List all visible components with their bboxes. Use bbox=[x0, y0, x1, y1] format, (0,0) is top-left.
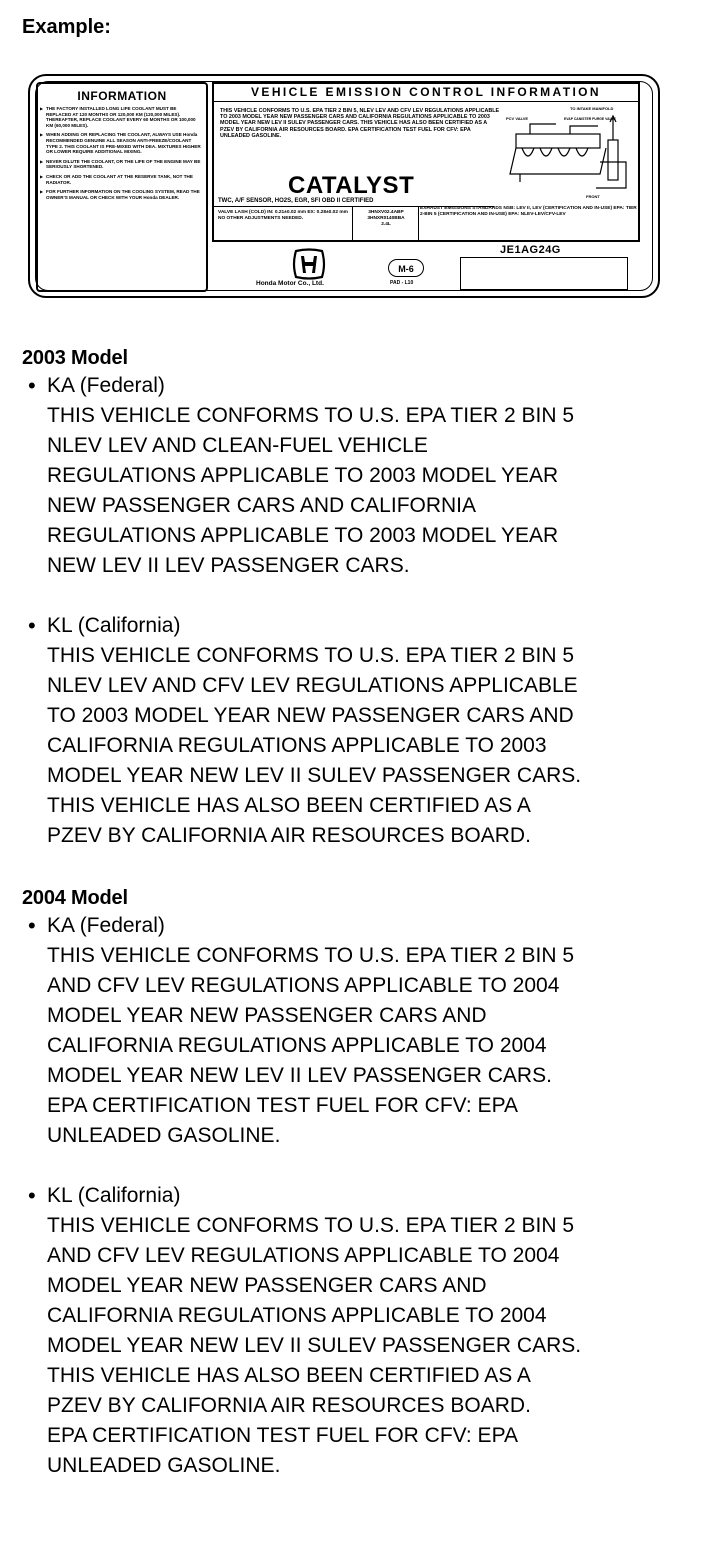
information-list bbox=[38, 106, 206, 200]
text-line: THIS VEHICLE CONFORMS TO U.S. EPA TIER 2 BIN 5 bbox=[47, 1214, 575, 1237]
entry-label: KA (Federal) bbox=[47, 374, 165, 397]
text-line: PZEV BY CALIFORNIA AIR RESOURCES BOARD. bbox=[47, 824, 531, 847]
section-heading: 2003 Model bbox=[22, 347, 128, 369]
model-badge: M-6 bbox=[388, 259, 424, 277]
text-line: THIS VEHICLE HAS ALSO BEEN CERTIFIED AS A bbox=[47, 1364, 531, 1387]
text-line: TO 2003 MODEL YEAR NEW PASSENGER CARS AND bbox=[47, 704, 574, 727]
diagram-label: PCV VALVE bbox=[506, 116, 529, 121]
text-line: THIS VEHICLE CONFORMS TO U.S. EPA TIER 2 BIN 5 bbox=[47, 944, 575, 967]
bullet-icon: • bbox=[28, 613, 36, 638]
catalyst-systems: TWC, A/F SENSOR, HO2S, EGR, SFI OBD II CERTIFIED bbox=[218, 198, 374, 204]
text-line: THIS VEHICLE HAS ALSO BEEN CERTIFIED AS A bbox=[47, 794, 531, 817]
information-heading: INFORMATION bbox=[77, 89, 167, 103]
diagram-label: EVAP CANISTER PURGE VALVE bbox=[564, 117, 616, 121]
vec-divider bbox=[352, 206, 353, 242]
label-code: JE1AG24G bbox=[500, 244, 561, 256]
information-panel bbox=[36, 82, 208, 292]
diagram-label: FRONT bbox=[586, 194, 600, 199]
text-line: CALIFORNIA REGULATIONS APPLICABLE TO 2003 bbox=[47, 734, 547, 757]
bullet-icon: • bbox=[28, 913, 36, 938]
text-line: MODEL YEAR NEW LEV II LEV PASSENGER CARS. bbox=[47, 1064, 552, 1087]
entry-label: KL (California) bbox=[47, 614, 181, 637]
vec-title: VEHICLE EMISSION CONTROL INFORMATION bbox=[214, 84, 638, 102]
bullet-icon: • bbox=[28, 373, 36, 398]
text-line: EPA CERTIFICATION TEST FUEL FOR CFV: EPA bbox=[47, 1424, 519, 1447]
bullet-icon: • bbox=[28, 1183, 36, 1208]
text-line: NLEV LEV AND CFV LEV REGULATIONS APPLICABLE bbox=[47, 674, 578, 697]
text-line: MODEL YEAR NEW LEV II SULEV PASSENGER CARS. bbox=[47, 764, 582, 787]
label-bottom-row bbox=[212, 242, 640, 292]
text-line: CALIFORNIA REGULATIONS APPLICABLE TO 2004 bbox=[47, 1304, 547, 1327]
entry-label: KL (California) bbox=[47, 1184, 181, 1207]
text-line: MODEL YEAR NEW PASSENGER CARS AND bbox=[47, 1004, 487, 1027]
text-line: UNLEADED GASOLINE. bbox=[47, 1124, 281, 1147]
engine-family: 3HNXV02.4ABP 3HNXR0140BBA bbox=[367, 210, 405, 221]
section-2004-model bbox=[22, 885, 692, 1481]
no-adjustments: NO OTHER ADJUSTMENTS NEEDED. bbox=[218, 216, 304, 221]
displacement: 2.4L bbox=[381, 222, 391, 227]
text-line: THIS VEHICLE CONFORMS TO U.S. EPA TIER 2 BIN 5 bbox=[47, 644, 575, 667]
engine-family-cell bbox=[356, 210, 416, 228]
entry-ka-federal bbox=[22, 371, 692, 581]
text-line: CALIFORNIA REGULATIONS APPLICABLE TO 2004 bbox=[47, 1034, 547, 1057]
text-line: NEW LEV II LEV PASSENGER CARS. bbox=[47, 554, 410, 577]
emission-hose-diagram bbox=[500, 104, 640, 216]
text-line: MODEL YEAR NEW LEV II SULEV PASSENGER CARS. bbox=[47, 1334, 582, 1357]
information-item: ▶ FOR FURTHER INFORMATION ON THE COOLING SYSTEM, READ THE OWNER'S MANUAL OR CHECK WITH YOUR Honda DEALER. bbox=[46, 189, 202, 200]
information-item: ▶ CHECK OR ADD THE COOLANT AT THE RESERVE TANK, NOT THE RADIATOR. bbox=[46, 174, 202, 185]
pad-code: PAD - L10 bbox=[390, 280, 414, 286]
vehicle-emission-panel bbox=[212, 82, 640, 242]
vec-statement: THIS VEHICLE CONFORMS TO U.S. EPA TIER 2 BIN 5, NLEV LEV AND CFV LEV REGULATIONS APPLICABLE TO 2003 MODEL YEAR NEW PASSENGER CARS AND CALIFORNIA REGULATIONS APPLICABLE TO 2003 MODEL YEAR NEW LEV II SULEV PASSENGER CARS. THIS VEHICLE HAS ALSO BEEN CERTIFIED AS A PZEV BY CALIFORNIA AIR RESOURCES BOARD. EPA CERTIFICATION TEST FUEL FOR CFV: EPA UNLEADED GASOLINE. bbox=[220, 108, 500, 139]
entry-label: KA (Federal) bbox=[47, 914, 165, 937]
text-line: NLEV LEV AND CLEAN-FUEL VEHICLE bbox=[47, 434, 428, 457]
vec-divider bbox=[418, 206, 419, 242]
text-line: NEW PASSENGER CARS AND CALIFORNIA bbox=[47, 494, 477, 517]
information-item: ▶ NEVER DILUTE THE COOLANT, OR THE LIFE OF THE ENGINE MAY BE SERIOUSLY SHORTENED. bbox=[46, 159, 202, 170]
example-title: Example: bbox=[22, 16, 111, 38]
text-line: UNLEADED GASOLINE. bbox=[47, 1454, 281, 1477]
text-line: AND CFV LEV REGULATIONS APPLICABLE TO 2004 bbox=[47, 974, 560, 997]
entry-kl-california bbox=[22, 1181, 692, 1481]
valve-lash-cell bbox=[218, 210, 348, 222]
text-line: AND CFV LEV REGULATIONS APPLICABLE TO 2004 bbox=[47, 1244, 560, 1267]
text-line: REGULATIONS APPLICABLE TO 2003 MODEL YEAR bbox=[47, 464, 559, 487]
section-2003-model bbox=[22, 345, 692, 851]
text-line: EPA CERTIFICATION TEST FUEL FOR CFV: EPA bbox=[47, 1094, 519, 1117]
valve-lash: VALVE LASH (COLD) IN: 0.21±0.02 mm EX: 0.28±0.02 mm bbox=[218, 210, 348, 215]
text-line: THIS VEHICLE CONFORMS TO U.S. EPA TIER 2 BIN 5 bbox=[47, 404, 575, 427]
information-item: ▶ WHEN ADDING OR REPLACING THE COOLANT, ALWAYS USE Honda RECOMMENDED GENUINE ALL SEASON ANTI-FREEZE/COOLANT TYPE 2. THIS COOLANT IS PRE-MIXED WITH DEA. MIXTURES HIGHER OR LOWER REQUIRE ADDITIONAL MIXING. bbox=[46, 132, 202, 154]
entry-kl-california bbox=[22, 611, 692, 851]
entry-ka-federal bbox=[22, 911, 692, 1151]
emission-standards: EXHAUST EMISSIONS STANDARDS NSB: LEV II, LEV (CERTIFICATION AND IN-USE) EPA: TIER 2-BIN 5 (CERTIFICATION AND IN-USE) EPA: NLEV-LEV/CFV-LEV bbox=[420, 206, 637, 217]
text-line: PZEV BY CALIFORNIA AIR RESOURCES BOARD. bbox=[47, 1394, 531, 1417]
honda-logo-icon bbox=[290, 248, 328, 280]
label-code-box bbox=[460, 257, 628, 290]
entry-text bbox=[47, 641, 692, 851]
entry-text bbox=[47, 401, 692, 581]
text-line: MODEL YEAR NEW PASSENGER CARS AND bbox=[47, 1274, 487, 1297]
section-heading: 2004 Model bbox=[22, 887, 128, 909]
entry-text bbox=[47, 1211, 692, 1481]
information-item: ▶ THE FACTORY INSTALLED LONG LIFE COOLANT MUST BE REPLACED AT 120 MONTHS OR 120,000 KM (120,000 MILES). THEREAFTER, REPLACE COOLANT EVERY 60 MONTHS OR 100,000 KM (60,000 MILES). bbox=[46, 106, 202, 128]
diagram-label: TO INTAKE MANIFOLD bbox=[570, 106, 614, 111]
entry-text bbox=[47, 941, 692, 1151]
manufacturer-name: Honda Motor Co., Ltd. bbox=[256, 280, 324, 287]
text-line: REGULATIONS APPLICABLE TO 2003 MODEL YEAR bbox=[47, 524, 559, 547]
catalyst-heading: CATALYST bbox=[288, 172, 415, 199]
